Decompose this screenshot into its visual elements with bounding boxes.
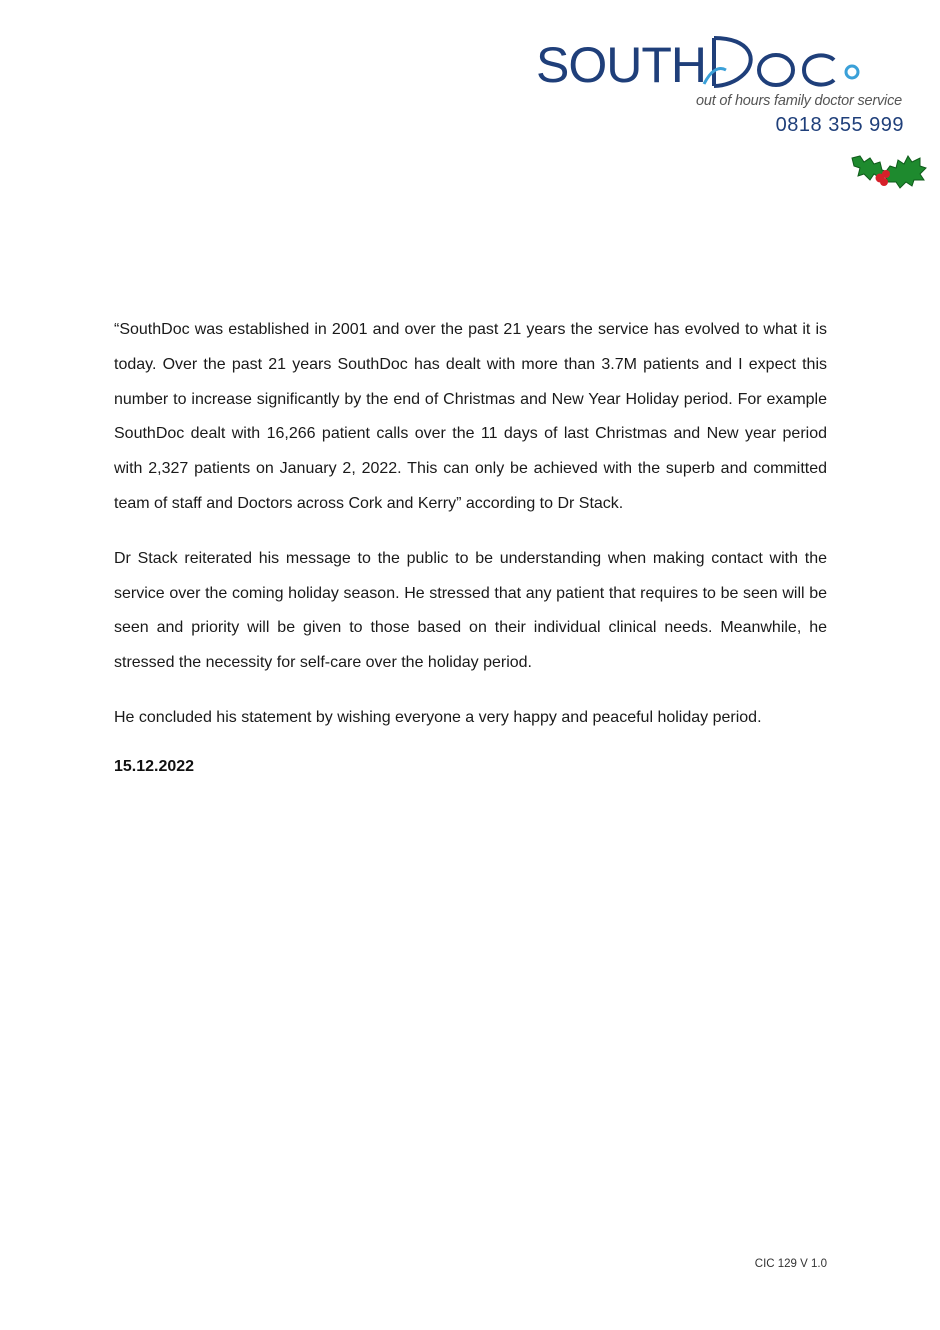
holly-icon	[850, 152, 928, 192]
phone-number: 0818 355 999	[775, 114, 904, 136]
paragraph-history: “SouthDoc was established in 2001 and over the past 21 years the service has evolved to what it is today. Over the past 21 years SouthDoc has dealt with more than 3.7M patients and I expect this number to increase significantly by the end of Christmas and New Year Holiday period. For example SouthDoc dealt with 16,266 patient calls over the 11 days of last Christmas and New year period with 2,327 patients on January 2, 2022. This can only be achieved with the superb and committed team of staff and Doctors across Cork and Kerry” according to Dr Stack.	[114, 321, 827, 512]
paragraph-public-message: Dr Stack reiterated his message to the public to be understanding when making contact with the service over the coming holiday season. He stressed that any patient that requires to be seen will be seen and priority will be given to those based on their individual clinical needs. Meanwhile, he stressed the necessity for self-care over the holiday period.	[114, 549, 827, 672]
statement-body	[114, 313, 827, 776]
southdoc-wordmark	[536, 30, 866, 90]
southdoc-logo	[536, 30, 866, 90]
document-code: CIC 129 V 1.0	[754, 1258, 827, 1270]
paragraph-conclusion: He concluded his statement by wishing everyone a very happy and peaceful holiday period.	[114, 708, 762, 726]
statement-date: 15.12.2022	[114, 757, 195, 775]
logo-tagline: out of hours family doctor service	[696, 93, 902, 109]
svg-text:SOUTH: SOUTH	[536, 37, 706, 90]
